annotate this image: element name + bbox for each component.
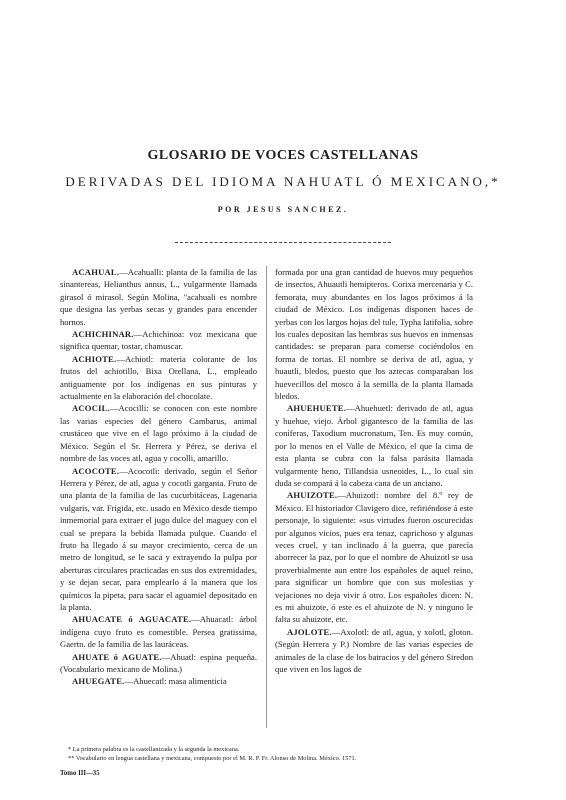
- glossary-entry: [60, 465, 257, 614]
- entry-definition: —Acahualli: planta de la familia de las sinantereas, Helianthus annus, L., vulgarmente llamada girasol ó mirasol. Según Molina, "acahuali es nombre que designa las yerbas secas y grandes para encender hornos.: [60, 267, 257, 327]
- entry-headword: ACOCIL.: [72, 403, 110, 414]
- glossary-entry: [60, 675, 257, 687]
- footnote: ** Vocabulario en lengua castellana y mexicana, compuesto por el M. R. P. Fr. Alonso de Molina. México. 1571.: [68, 755, 357, 762]
- entry-definition: —Ahuacatl: árbol indígena cuyo fruto es comestible. Persea gratissima, Gaertn. de la familia de las lauráceas.: [60, 614, 257, 650]
- author-byline: POR JESUS SANCHEZ.: [217, 205, 349, 214]
- entry-headword: AHUEGATE.: [72, 676, 125, 687]
- entry-headword: AHUATE ó AGUATE.: [72, 651, 162, 662]
- entry-headword: AHUIZOTE.: [287, 490, 338, 501]
- glossary-entry: [60, 266, 257, 328]
- entry-headword: ACAHUAL.: [72, 267, 120, 277]
- glossary-entry: [60, 402, 257, 464]
- right-column: [275, 266, 473, 675]
- glossary-entry: [60, 353, 257, 403]
- footnote: * La primera palabra es la castellanizada y la segunda la mexicana.: [68, 746, 240, 753]
- entry-headword: ACHIOTE.: [72, 353, 117, 364]
- column-divider: [266, 266, 267, 728]
- page-subtitle: DERIVADAS DEL IDIOMA NAHUATL Ó MEXICANO,*: [65, 174, 501, 189]
- footnotes: [60, 745, 480, 763]
- entry-definition: —Acocotli: derivado, según el Señor Herrera y Pérez, de atl, agua y cocotli garganta. Fruto de una planta de la familia de las cucurbitáceas, Lagenaria vulgaris, var. Frigida, etc. usado en México desde tiempo inmemorial para extraer el jugo dulce del maguey con el cual se prepara la bebida llamada pulque. Cuando el fruto ha llegado á su mayor crecimiento, cerca de un metro de longitud, se le saca y extrayendo la pulpa por aberturas circulares practicadas en sus dos extremidades, y se dejan secar, para emplearlo á la manera que los químicos la pipeta, para sacar el aguamiel depositado en la planta.: [60, 465, 257, 612]
- entry-headword: ACHICHINAR.: [72, 329, 134, 340]
- glossary-entry: [60, 328, 257, 353]
- glossary-entry: [275, 402, 473, 489]
- glossary-entry: [275, 489, 473, 625]
- entry-definition: —Achiotl: materia colorante de los frutos del achiotillo, Bixa Orellana, L., empleado antiguamente por los indígenas en sus pinturas y actualmente en la elaboración del chocolate.: [60, 353, 257, 402]
- entry-definition: —Axolotl: de atl, agua, y xolotl, gloton. (Según Herrera y P.) Nombre de las varias especies de animales de la clase de los batracios y del género Siredon que viven en los lagos de: [275, 626, 473, 674]
- entry-definition: —Achichinoa: voz mexicana que significa quemar, tostar, chamuscar.: [60, 329, 257, 352]
- entry-headword: AHUACATE ó AGUACATE.: [72, 614, 192, 625]
- glossary-entry: [275, 626, 473, 676]
- entry-definition: —Acocilli: se conocen con este nombre las varias especies del género Cambarus, animal crustáceo que vive en el lago próximo á la ciudad de México. Según el Sr. Herrera y Pérez, se deriva el nombre de las voces atl, agua y cocolli, amarillo.: [60, 403, 257, 464]
- page-title: GLOSARIO DE VOCES CASTELLANAS: [147, 148, 419, 163]
- glossary-entry: [275, 266, 473, 402]
- glossary-entry: [60, 613, 257, 650]
- folio: Tomo III—35: [60, 770, 100, 777]
- entry-definition: —Ahuecatl: masa alimenticia: [124, 676, 227, 687]
- entry-headword: AJOLOTE.: [287, 626, 332, 637]
- glossary-entry: [60, 651, 257, 676]
- entry-headword: ACOCOTE.: [72, 465, 120, 476]
- entry-definition: —Ahuehuetl: derivado de atl, agua y huehue, viejo. Árbol gigantesco de la familia de las coníferas, Taxodium mucronatum, Ten. Es muy común, por lo menos en el Valle de México, el que la cima de esta planta se cubra con la falsa parásita llamada vulgarmente heno, Tillandsia usneoides, L., lo cual sin duda se compará á la cabeza cana de un anciano.: [275, 403, 473, 488]
- entry-headword: AHUEHUETE.: [287, 403, 347, 414]
- entry-definition: formada por una gran cantidad de huevos muy pequeños de insectos, Ahuautli hemipteros. Corixa mercenaria y C. femorata, muy abundantes en los lagos próximos á la ciudad de México. Los indígenas disponen haces de yerbas con los largos hojas del tule, Typha latifolia, sobre los cuales depositan las hembras sus huevos en inmensas cantidades: se preparan para comerse cociéndolos en forma de tortas. El nombre se deriva de atl, agua, y huautli, bledos, puesto que los aztecas comparaban los huevecillos del mosco á la semilla de la planta llamada bledos.: [275, 267, 473, 402]
- left-column: [60, 266, 257, 688]
- entry-definition: —Ahuatl: espina pequeña. (Vocabulario mexicano de Molina.): [60, 651, 257, 674]
- entry-definition: —Ahuizotl: nombre del 8.º rey de México. El historiador Clavigero dice, refiriéndose á este personaje, lo siguiente: «sus virtudes fueron oscurecidas por algunos vicios, pues era tenaz, caprichoso y algunas veces cruel, y tan inclinado á la guerra, que parecía aborrecer la paz, por lo que el nombre de Ahuizotl se usa proverbialmente aun entre los españoles de aquel reino, para significar un hombre que con sus molestias y vejaciones no deja vivir á otro. Los españoles dicen: N. es mi ahuizote, ó este es el ahuizote de N. y ninguno le falta su ahuizote, etc.: [275, 490, 473, 625]
- title-rule: [175, 242, 391, 243]
